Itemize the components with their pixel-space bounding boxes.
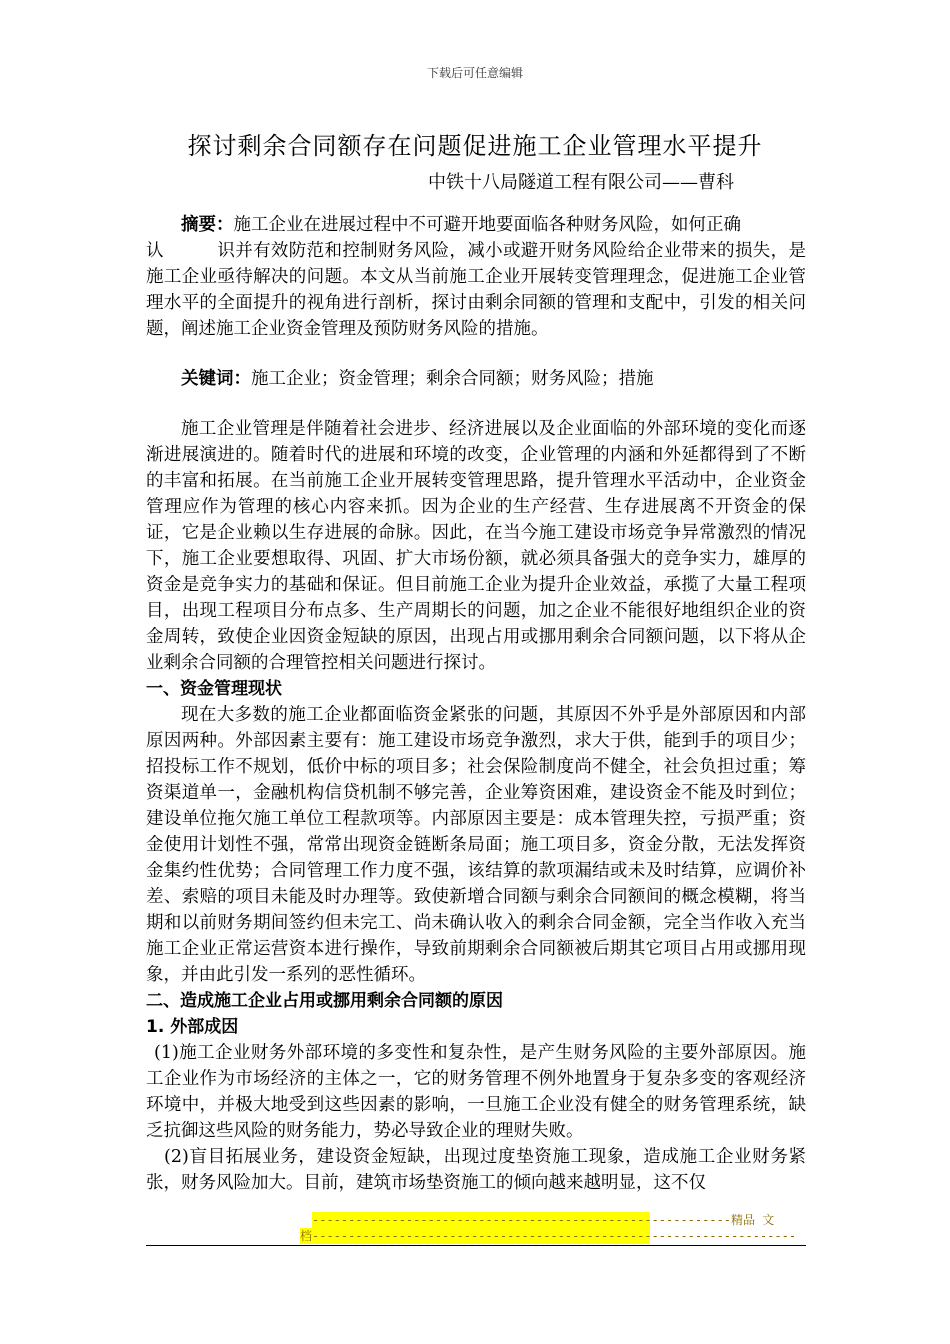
keywords-text: 施工企业；资金管理；剩余合同额；财务风险；措施 xyxy=(251,369,654,389)
keywords xyxy=(146,366,806,392)
abstract-label: 摘要： xyxy=(181,215,234,235)
section2-subheading: 1. 外部成因 xyxy=(146,1017,239,1037)
intro-paragraph: 施工企业管理是伴随着社会进步、经济进展以及企业面临的外部环境的变化而逐渐进展演进的。随着时代的进展和环境的改变，企业管理的内涵和外延都得到了不断的丰富和拓展。在当前施工企业开展转变管理思路，提升管理水平活动中，企业资金管理应作为管理的核心内容来抓。因为企业的生产经营、生存进展离不开资金的保证，它是企业赖以生存进展的命脉。因此，在当今施工建设市场竞争异常激烈的情况下，施工企业要想取得、巩固、扩大市场份额，就必须具备强大的竞争实力，雄厚的资金是竞争实力的基础和保证。但目前施工企业为提升企业效益，承揽了大量工程项目，出现工程项目分布点多、生产周期长的问题，加之企业不能很好地组织企业的资金周转，致使企业因资金短缺的原因，出现占用或挪用剩余合同额问题，以下将从企业剩余合同额的合理管控相关问题进行探讨。 xyxy=(146,419,806,673)
author-line: 中铁十八局隧道工程有限公司——曹科 xyxy=(428,172,734,193)
footer-watermark-line2: 档------------------------------------------------------------------- xyxy=(300,1229,797,1243)
section2-paragraph2: (2)盲目拓展业务，建设资金短缺，出现过度垫资施工现象，造成施工企业财务紧张，财务风险加大。目前，建筑市场垫资施工的倾向越来越明显，这不仅 xyxy=(146,1147,806,1193)
header-note: 下载后可任意编辑 xyxy=(426,66,523,80)
abstract-continuation: 认 识并有效防范和控制财务风险，减小或避开财务风险给企业带来的损失，是施工企业亟待解决的问题。本文从当前施工企业开展转变管理理念，促进施工企业管理水平的全面提升的视角进行剖析，探讨由剩余同额的管理和支配中，引发的相关问题，阐述施工企业资金管理及预防财务风险的措施。 xyxy=(146,241,806,339)
section1-heading: 一、资金管理现状 xyxy=(146,679,282,699)
footer-watermark-line1: ----------------------------------------------------------精品 文 xyxy=(312,1213,775,1227)
spacer xyxy=(146,392,806,416)
document-body xyxy=(146,212,806,1196)
document-title: 探讨剩余合同额存在问题促进施工企业管理水平提升 xyxy=(187,132,763,160)
section2-heading: 二、造成施工企业占用或挪用剩余合同额的原因 xyxy=(146,991,503,1011)
section1-body: 现在大多数的施工企业都面临资金紧张的问题，其原因不外乎是外部原因和内部原因两种。外部因素主要有：施工建设市场竞争激烈，求大于供，能到手的项目少；招投标工作不规划，低价中标的项目多；社会保险制度尚不健全，社会负担过重；筹资渠道单一，金融机构信贷机制不够完善，企业筹资困难，建设资金不能及时到位；建设单位拖欠施工单位工程款项等。内部原因主要是：成本管理失控，亏损严重；资金使用计划性不强，常常出现资金链断条局面；施工项目多，资金分散，无法发挥资金集约性优势；合同管理工作力度不强，该结算的款项漏结或未及时结算，应调价补差、索赔的项目未能及时办理等。致使新增合同额与剩余合同额间的概念模糊，将当期和以前财务期间签约但未完工、尚未确认收入的剩余合同金额，完全当作收入充当施工企业正常运营资本进行操作，导致前期剩余合同额被后期其它项目占用或挪用现象，并由此引发一系列的恶性循环。 xyxy=(146,705,806,985)
spacer xyxy=(146,342,806,366)
footer-divider xyxy=(146,1245,806,1246)
abstract-text-start: 施工企业在进展过程中不可避开地要面临各种财务风险，如何正确 xyxy=(233,215,741,235)
abstract-line1 xyxy=(146,212,806,238)
section2-paragraph1: (1)施工企业财务外部环境的多变性和复杂性，是产生财务风险的主要外部原因。施工企业作为市场经济的主体之一，它的财务管理不例外地置身于复杂多变的客观经济环境中，并极大地受到这些因素的影响，一旦施工企业没有健全的财务管理系统，缺乏抗御这些风险的财务能力，势必导致企业的理财失败。 xyxy=(146,1043,806,1141)
keywords-label: 关键词： xyxy=(181,369,251,389)
